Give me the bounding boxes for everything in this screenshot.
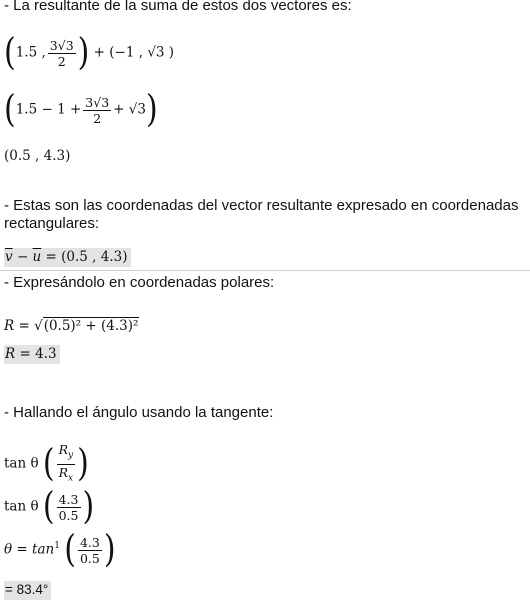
fraction: $\frac{4.3}{0.5}$ <box>79 534 100 566</box>
tangent-values: tan θ ( $\frac{4.3}{0.5}$ ) <box>4 484 95 529</box>
angle-result: = 83.4° <box>4 581 51 600</box>
equation-sum: (1.5 , $\frac{3√3}{2}$ ) + (−1 , √3 ) <box>4 30 175 75</box>
tangent-formula: tan θ ( $\frac{R_y}{R_x}$ ) <box>4 441 89 486</box>
fraction: $\frac{4.3}{0.5}$ <box>58 491 79 523</box>
equation-result-vector: (0.5 , 4.3) <box>4 148 71 164</box>
intro-tangent: - Hallando el ángulo usando la tangente: <box>4 404 274 421</box>
intro-rectangular: - Estas son las coordenadas del vector resultante expresado en coordenadas rectangulares: <box>4 197 519 232</box>
intro-sum: - La resultante de la suma de estos dos vectores es: <box>4 0 352 14</box>
divider <box>0 270 530 271</box>
fraction: $\frac{3√3}{2}$ <box>85 94 110 126</box>
magnitude-result: R = 4.3 <box>4 345 60 364</box>
fraction: $\frac{3√3}{2}$ <box>49 37 74 69</box>
intro-polar: - Expresándolo en coordenadas polares: <box>4 274 275 291</box>
vector-difference-equation: $\overline{v} - \overline{u} = (0.5$ , 4.3) <box>4 248 131 267</box>
arctan-equation: $\theta = \tan^1$ ( $\frac{4.3}{0.5}$ ) <box>4 527 116 572</box>
sqrt: √(0.5)² + (4.3)² <box>34 318 139 334</box>
magnitude-equation: R = √(0.5)² + (4.3)² <box>4 318 139 334</box>
fraction: $\frac{R_y}{R_x}$ <box>58 442 74 483</box>
equation-expanded: (1.5 − 1 + $\frac{3√3}{2}$ + √3) <box>4 87 158 132</box>
